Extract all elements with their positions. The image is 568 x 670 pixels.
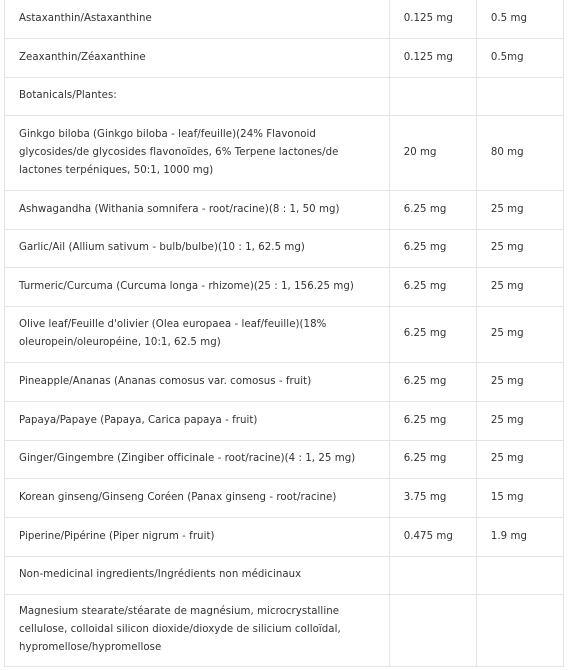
ingredient-name-cell: Papaya/Papaye (Papaya, Carica papaya - fruit) (5, 401, 390, 440)
quantity-per-serving-cell (389, 77, 476, 115)
table-row (5, 0, 564, 38)
ingredient-name-cell: Pineapple/Ananas (Ananas comosus var. comosus - fruit) (5, 362, 390, 401)
quantity-per-daily-dose-cell: 25 mg (476, 401, 563, 440)
quantity-per-serving-cell: 6.25 mg (389, 362, 476, 401)
quantity-per-daily-dose-cell: 25 mg (476, 306, 563, 362)
quantity-per-serving-cell: 6.25 mg (389, 306, 476, 362)
ingredient-name-cell: Garlic/Ail (Allium sativum - bulb/bulbe)(10 : 1, 62.5 mg) (5, 229, 390, 267)
quantity-per-serving-cell: 6.25 mg (389, 267, 476, 306)
table-row (5, 115, 564, 190)
table-row (5, 478, 564, 517)
quantity-per-daily-dose-cell: 25 mg (476, 190, 563, 229)
table-row (5, 77, 564, 115)
table-row (5, 306, 564, 362)
quantity-per-serving-cell: 6.25 mg (389, 190, 476, 229)
ingredient-name-cell: Korean ginseng/Ginseng Coréen (Panax ginseng - root/racine) (5, 478, 390, 517)
table-row (5, 190, 564, 229)
ingredient-name-cell: Astaxanthin/Astaxanthine (5, 0, 390, 38)
table-row (5, 401, 564, 440)
ingredient-name-cell: Zeaxanthin/Zéaxanthine (5, 38, 390, 77)
quantity-per-serving-cell: 6.25 mg (389, 401, 476, 440)
quantity-per-serving-cell: 0.475 mg (389, 517, 476, 556)
quantity-per-serving-cell (389, 594, 476, 666)
table-row (5, 229, 564, 267)
ingredient-name-cell: Ginkgo biloba (Ginkgo biloba - leaf/feuille)(24% Flavonoid glycosides/de glycosides flavonoïdes, 6% Terpene lactones/de lactones terpéniques, 50:1, 1000 mg) (5, 115, 390, 190)
ingredient-name-cell: Non-medicinal ingredients/Ingrédients non médicinaux (5, 556, 390, 594)
quantity-per-serving-cell (389, 556, 476, 594)
quantity-per-daily-dose-cell (476, 594, 563, 666)
quantity-per-daily-dose-cell (476, 77, 563, 115)
quantity-per-daily-dose-cell: 1.9 mg (476, 517, 563, 556)
table-row (5, 556, 564, 594)
table-row (5, 440, 564, 478)
quantity-per-serving-cell: 3.75 mg (389, 478, 476, 517)
table-row (5, 38, 564, 77)
quantity-per-serving-cell: 20 mg (389, 115, 476, 190)
quantity-per-daily-dose-cell: 0.5mg (476, 38, 563, 77)
table-body (5, 0, 564, 666)
ingredient-name-cell: Piperine/Pipérine (Piper nigrum - fruit) (5, 517, 390, 556)
quantity-per-daily-dose-cell: 25 mg (476, 440, 563, 478)
ingredient-name-cell: Botanicals/Plantes: (5, 77, 390, 115)
quantity-per-daily-dose-cell: 15 mg (476, 478, 563, 517)
quantity-per-daily-dose-cell: 25 mg (476, 362, 563, 401)
ingredient-name-cell: Olive leaf/Feuille d'olivier (Olea europaea - leaf/feuille)(18% oleuropein/oleuropéine, 10:1, 62.5 mg) (5, 306, 390, 362)
quantity-per-serving-cell: 0.125 mg (389, 0, 476, 38)
table-row (5, 362, 564, 401)
quantity-per-daily-dose-cell (476, 556, 563, 594)
ingredient-name-cell: Magnesium stearate/stéarate de magnésium, microcrystalline cellulose, colloidal silicon dioxide/dioxyde de silicium colloïdal, hypromellose/hypromellose (5, 594, 390, 666)
quantity-per-daily-dose-cell: 0.5 mg (476, 0, 563, 38)
table-row (5, 517, 564, 556)
quantity-per-daily-dose-cell: 25 mg (476, 267, 563, 306)
quantity-per-serving-cell: 6.25 mg (389, 440, 476, 478)
quantity-per-serving-cell: 0.125 mg (389, 38, 476, 77)
ingredient-name-cell: Ginger/Gingembre (Zingiber officinale - root/racine)(4 : 1, 25 mg) (5, 440, 390, 478)
table-row (5, 594, 564, 666)
quantity-per-daily-dose-cell: 80 mg (476, 115, 563, 190)
ingredients-table (4, 0, 564, 667)
ingredient-name-cell: Ashwagandha (Withania somnifera - root/racine)(8 : 1, 50 mg) (5, 190, 390, 229)
table-row (5, 267, 564, 306)
ingredient-name-cell: Turmeric/Curcuma (Curcuma longa - rhizome)(25 : 1, 156.25 mg) (5, 267, 390, 306)
quantity-per-serving-cell: 6.25 mg (389, 229, 476, 267)
quantity-per-daily-dose-cell: 25 mg (476, 229, 563, 267)
